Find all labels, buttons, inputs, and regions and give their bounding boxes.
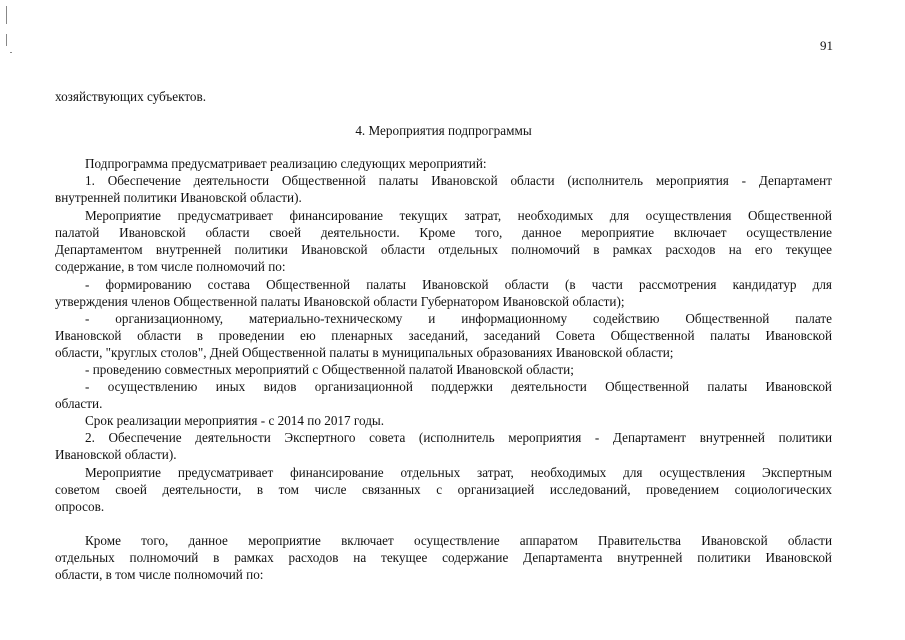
text-line: Срок реализации мероприятия - с 2014 по 2017 годы. [85, 413, 385, 428]
text-line: Подпрограмма предусматривает реализацию следующих мероприятий: [85, 156, 487, 171]
text-line: Ивановской области). [55, 447, 177, 462]
text-line: Кроме того, данное мероприятие включает осуществление аппаратом Правительства Ивановской области [85, 533, 832, 548]
text-line: советом своей деятельности, в том числе связанных с организацией исследований, проведением социологических [55, 482, 832, 497]
scan-artifact-tick [10, 52, 12, 53]
scan-artifact-line [6, 34, 7, 46]
text-line: 1. Обеспечение деятельности Общественной палаты Ивановской области (исполнитель мероприятия - Департамент [85, 173, 832, 188]
scan-artifact-line [6, 6, 7, 24]
text-line: области, в том числе полномочий по: [55, 567, 264, 582]
section-heading: 4. Мероприятия подпрограммы [355, 123, 532, 138]
text-line: палатой Ивановской области своей деятельности. Кроме того, данное мероприятие включает осуществление [55, 225, 832, 240]
text-line: хозяйствующих субъектов. [55, 89, 207, 104]
text-line: - осуществлению иных видов организационной поддержки деятельности Общественной палаты Ивановской [85, 379, 832, 394]
text-line: области. [55, 396, 103, 411]
text-line: - организационному, материально-техническому и информационному содействию Общественной палате [85, 311, 832, 326]
text-line: области, "круглых столов", Дней Общественной палаты в муниципальных образованиях Ивановской области; [55, 345, 674, 360]
text-line: опросов. [55, 499, 105, 514]
text-line: Мероприятие предусматривает финансирование текущих затрат, необходимых для осуществления Общественной [85, 208, 832, 223]
text-line: утверждения членов Общественной палаты Ивановской области Губернатором Ивановской области); [55, 294, 625, 309]
text-line: - проведению совместных мероприятий с Общественной палатой Ивановской области; [85, 362, 574, 377]
text-line: - формированию состава Общественной палаты Ивановской области (в части рассмотрения кандидатур для [85, 277, 832, 292]
text-line: Мероприятие предусматривает финансирование отдельных затрат, необходимых для осуществления Экспертным [85, 465, 832, 480]
text-line: отдельных полномочий в рамках расходов на текущее содержание Департамента внутренней политики Ивановской [55, 550, 832, 565]
text-line: 2. Обеспечение деятельности Экспертного совета (исполнитель мероприятия - Департамент внутренней политики [85, 430, 832, 445]
text-line: внутренней политики Ивановской области). [55, 190, 302, 205]
text-line: содержание, в том числе полномочий по: [55, 259, 286, 274]
page-number: 91 [820, 38, 833, 53]
text-line: Ивановской области в проведении ею пленарных заседаний, заседаний Совета Общественной палаты Ивановской [55, 328, 832, 343]
text-line: Департаментом внутренней политики Ивановской области отдельных полномочий в рамках расходов на его текущее [55, 242, 832, 257]
